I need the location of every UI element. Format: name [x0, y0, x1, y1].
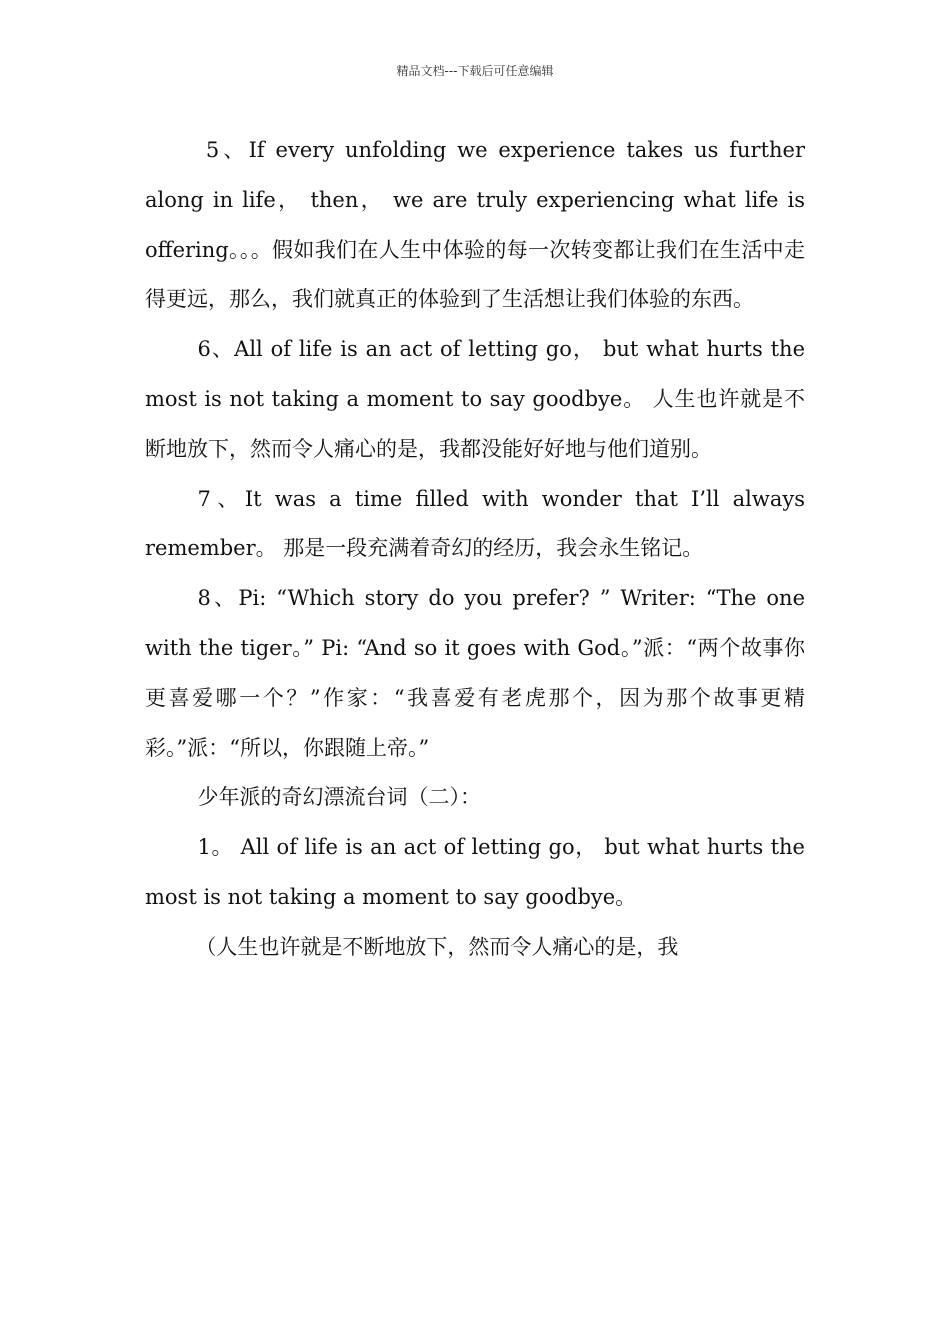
paragraph-7: 7、It was a time filled with wonder that I’ll always remember。 那是一段充满着奇幻的经历，我会永生铭记。 [145, 486, 805, 561]
paragraph-8: 8、Pi: “Which story do you prefer? ” Writer: “The one with the tiger。” Pi: “And so it goes with God。”派：“两个故事你更喜爱哪一个？”作家：“我喜爱有老虎那个，因为那个故事更精彩。”派：“所以，你跟随上帝。” [145, 586, 805, 760]
paragraph-1-chinese: （人生也许就是不断地放下，然而令人痛心的是，我 [195, 934, 679, 959]
paragraph-5: 5、If every unfolding we experience takes us further along in life， then， we are truly experiencing what life is offering。。。假如我们在人生中体验的每一次转变都让我们在生活中走得更远，那么，我们就真正的体验到了生活想让我们体验的东西。 [145, 138, 805, 312]
paragraph-6: 6、All of life is an act of letting go， but what hurts the most is not taking a moment to say goodbye。 人生也许就是不断地放下，然而令人痛心的是，我都没能好好地与他们道别。 [145, 337, 805, 461]
document-body [145, 126, 805, 973]
paragraph-1-english: 1。 All of life is an act of letting go， but what hurts the most is not taking a moment to say goodbye。 [145, 835, 805, 909]
section-heading: 少年派的奇幻漂流台词（二）： [197, 785, 481, 810]
page-header: 精品文档---下载后可任意编辑 [396, 64, 554, 78]
